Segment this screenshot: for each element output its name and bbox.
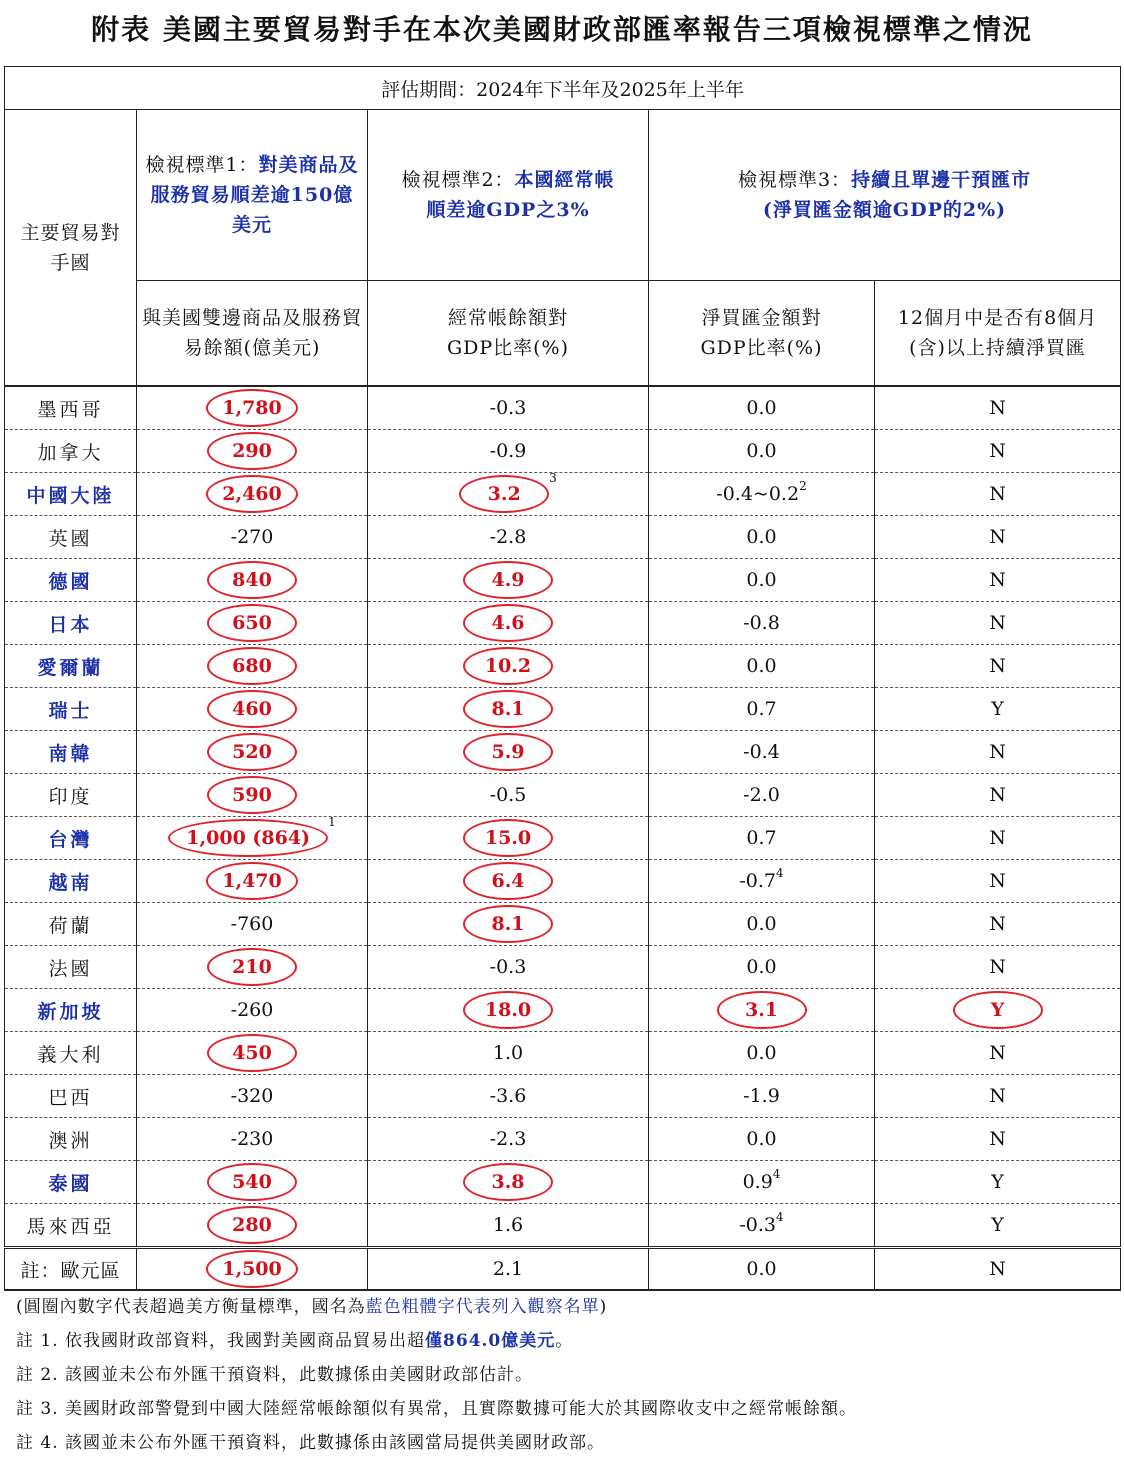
persistent-purchase-cell: N [875, 860, 1121, 903]
note-4: 註 4. 該國並未公布外匯干預資料，此數據係由該國當局提供美國財政部。 [16, 1433, 606, 1453]
net-fx-purchase-cell: 0.7 [649, 817, 875, 860]
trade-balance-cell [137, 774, 368, 817]
net-fx-purchase-cell: 0.0 [649, 1118, 875, 1161]
trade-balance-header: 與美國雙邊商品及服務貿易餘額(億美元) [137, 281, 368, 387]
trade-balance-cell [137, 817, 368, 860]
table-row [5, 817, 1121, 860]
persistent-purchase-cell: N [875, 1248, 1121, 1291]
note-1: 註 1. 依我國財政部資料，我國對美國商品貿易出超僅864.0億美元。 [16, 1331, 574, 1351]
net-fx-purchase-cell: 0.0 [649, 430, 875, 473]
trade-balance-cell [137, 1204, 368, 1248]
country-name: 南韓 [5, 731, 137, 774]
footnote-marker: 1 [328, 815, 336, 829]
current-account-cell: 2.1 [368, 1248, 649, 1291]
current-account-cell: -0.3 [368, 386, 649, 430]
country-name: 巴西 [5, 1075, 137, 1118]
trade-balance-cell: -270 [137, 516, 368, 559]
trade-balance-cell [137, 430, 368, 473]
exceeds-threshold-circle: 1,470 [206, 862, 298, 900]
country-name: 澳洲 [5, 1118, 137, 1161]
current-account-cell [368, 731, 649, 774]
footnote-marker: 4 [776, 1210, 784, 1224]
net-fx-purchase-cell: -0.8 [649, 602, 875, 645]
table-row [5, 688, 1121, 731]
exceeds-threshold-circle: 540 [207, 1163, 297, 1201]
current-account-cell [368, 645, 649, 688]
net-fx-purchase-cell [649, 989, 875, 1032]
exceeds-threshold-circle: 590 [207, 776, 297, 814]
country-name: 註：歐元區 [5, 1248, 137, 1291]
current-account-cell [368, 860, 649, 903]
trade-balance-cell: -320 [137, 1075, 368, 1118]
country-column-header: 主要貿易對手國 [5, 110, 137, 387]
table-row [5, 731, 1121, 774]
current-account-cell [368, 688, 649, 731]
net-fx-purchase-cell: 0.0 [649, 559, 875, 602]
exceeds-threshold-circle: 1,500 [206, 1250, 298, 1288]
persistent-purchase-cell: Y [875, 688, 1121, 731]
table-row [5, 903, 1121, 946]
exceeds-threshold-circle: 210 [207, 948, 297, 986]
persistent-purchase-header: 12個月中是否有8個月(含)以上持續淨買匯 [875, 281, 1121, 387]
footnote-marker: 4 [776, 866, 784, 880]
exceeds-threshold-circle: 1,780 [206, 389, 298, 427]
exceeds-threshold-circle: 8.1 [463, 905, 553, 943]
table-row [5, 386, 1121, 430]
table-row [5, 602, 1121, 645]
persistent-purchase-cell: N [875, 516, 1121, 559]
page-title: 附表 美國主要貿易對手在本次美國財政部匯率報告三項檢視標準之情況 [91, 13, 1033, 46]
current-account-cell [368, 602, 649, 645]
persistent-purchase-cell: Y [875, 1204, 1121, 1248]
current-account-cell [368, 1161, 649, 1204]
country-name: 義大利 [5, 1032, 137, 1075]
exceeds-threshold-circle: 18.0 [463, 991, 553, 1029]
trade-balance-cell [137, 602, 368, 645]
net-fx-purchase-cell: 0.0 [649, 1032, 875, 1075]
country-name: 墨西哥 [5, 386, 137, 430]
country-name: 越南 [5, 860, 137, 903]
trade-balance-cell [137, 1032, 368, 1075]
net-fx-purchase-cell: $-0.4\sim 0.2^2$ [649, 473, 875, 516]
footnote-marker: 3 [549, 471, 557, 485]
current-account-cell [368, 817, 649, 860]
exceeds-threshold-circle: 1,000 (864) [168, 819, 328, 857]
current-account-cell: -2.8 [368, 516, 649, 559]
trade-balance-cell [137, 473, 368, 516]
note-2: 註 2. 該國並未公布外匯干預資料，此數據係由美國財政部估計。 [16, 1365, 534, 1385]
country-name: 愛爾蘭 [5, 645, 137, 688]
exceeds-threshold-circle: 8.1 [463, 690, 553, 728]
persistent-purchase-cell: N [875, 946, 1121, 989]
current-account-cell: -2.3 [368, 1118, 649, 1161]
persistent-purchase-cell: N [875, 430, 1121, 473]
exceeds-threshold-circle: 650 [207, 604, 297, 642]
table-row [5, 473, 1121, 516]
current-account-cell [368, 559, 649, 602]
persistent-purchase-cell [875, 989, 1121, 1032]
persistent-purchase-cell: N [875, 1118, 1121, 1161]
criteria-table [4, 66, 1121, 1291]
exceeds-threshold-circle: 3.1 [717, 991, 807, 1029]
country-name: 加拿大 [5, 430, 137, 473]
net-fx-purchase-cell: 0.0 [649, 516, 875, 559]
footnote-marker: 2 [799, 479, 807, 493]
table-row [5, 645, 1121, 688]
current-account-cell [368, 473, 649, 516]
net-fx-purchase-cell: -1.9 [649, 1075, 875, 1118]
table-row [5, 559, 1121, 602]
table-row [5, 1118, 1121, 1161]
table-row [5, 989, 1121, 1032]
trade-balance-cell [137, 860, 368, 903]
country-name: 德國 [5, 559, 137, 602]
persistent-purchase-cell: N [875, 602, 1121, 645]
criterion-3-header: 檢視標準3：持續且單邊干預匯市 (淨買匯金額逾GDP的2%) [649, 110, 1121, 281]
net-fx-purchase-cell: 0.0 [649, 386, 875, 430]
table-row [5, 1204, 1121, 1248]
exceeds-threshold-circle: 2,460 [206, 475, 298, 513]
table-row [5, 1075, 1121, 1118]
country-name: 法國 [5, 946, 137, 989]
current-account-cell: 1.6 [368, 1204, 649, 1248]
net-fx-purchase-cell: -2.0 [649, 774, 875, 817]
current-account-cell [368, 989, 649, 1032]
country-name: 荷蘭 [5, 903, 137, 946]
table-row [5, 860, 1121, 903]
table-row [5, 516, 1121, 559]
country-name: 印度 [5, 774, 137, 817]
table-row [5, 430, 1121, 473]
persistent-purchase-cell: N [875, 774, 1121, 817]
trade-balance-cell: -760 [137, 903, 368, 946]
trade-balance-cell [137, 645, 368, 688]
table-row [5, 946, 1121, 989]
country-name: 新加坡 [5, 989, 137, 1032]
persistent-purchase-cell: N [875, 1075, 1121, 1118]
current-account-cell [368, 903, 649, 946]
persistent-purchase-cell: N [875, 903, 1121, 946]
table-row [5, 1032, 1121, 1075]
exceeds-threshold-circle: 450 [207, 1034, 297, 1072]
net-fx-purchase-header: 淨買匯金額對GDP比率(%) [649, 281, 875, 387]
euro-area-row [5, 1248, 1121, 1291]
exceeds-threshold-circle: 4.9 [463, 561, 553, 599]
exceeds-threshold-circle: 520 [207, 733, 297, 771]
net-fx-purchase-cell: $-0.7^4$ [649, 860, 875, 903]
current-account-cell: -0.3 [368, 946, 649, 989]
exceeds-threshold-circle: 3.8 [463, 1163, 553, 1201]
exceeds-threshold-circle: 840 [207, 561, 297, 599]
net-fx-purchase-cell: 0.0 [649, 1248, 875, 1291]
persistent-purchase-cell: Y [875, 1161, 1121, 1204]
exceeds-threshold-circle: 15.0 [463, 819, 553, 857]
country-name: 瑞士 [5, 688, 137, 731]
current-account-cell: -3.6 [368, 1075, 649, 1118]
persistent-purchase-cell: N [875, 1032, 1121, 1075]
exceeds-threshold-circle: 6.4 [463, 862, 553, 900]
net-fx-purchase-cell: 0.0 [649, 645, 875, 688]
persistent-purchase-cell: N [875, 473, 1121, 516]
persistent-purchase-cell: N [875, 817, 1121, 860]
trade-balance-cell [137, 559, 368, 602]
exceeds-threshold-circle: 5.9 [463, 733, 553, 771]
assessment-period: 評估期間：2024年下半年及2025年上半年 [5, 67, 1121, 110]
country-name: 英國 [5, 516, 137, 559]
exceeds-threshold-circle: 280 [207, 1206, 297, 1244]
notes [16, 1290, 1116, 1460]
trade-balance-cell [137, 946, 368, 989]
trade-balance-cell: -230 [137, 1118, 368, 1161]
net-fx-purchase-cell: 0.7 [649, 688, 875, 731]
net-fx-purchase-cell: 0.0 [649, 946, 875, 989]
footnote-marker: 4 [772, 1167, 781, 1181]
criterion-2-header: 檢視標準2：本國經常帳順差逾GDP之3% [368, 110, 649, 281]
country-name: 泰國 [5, 1161, 137, 1204]
persistent-purchase-cell: N [875, 731, 1121, 774]
country-name: 台灣 [5, 817, 137, 860]
exceeds-threshold-circle: 680 [207, 647, 297, 685]
table-row [5, 1161, 1121, 1204]
exceeds-threshold-circle: Y [953, 991, 1043, 1029]
exceeds-threshold-circle: 3.2 [459, 475, 549, 513]
exceeds-threshold-circle: 290 [207, 432, 297, 470]
persistent-purchase-cell: N [875, 559, 1121, 602]
net-fx-purchase-cell: 0.0 [649, 903, 875, 946]
net-fx-purchase-cell: -0.4 [649, 731, 875, 774]
current-account-cell: -0.9 [368, 430, 649, 473]
exceeds-threshold-circle: 460 [207, 690, 297, 728]
exceeds-threshold-circle: 10.2 [463, 647, 553, 685]
trade-balance-cell [137, 688, 368, 731]
current-account-cell: -0.5 [368, 774, 649, 817]
net-fx-purchase-cell: $0.9^4$ [649, 1161, 875, 1204]
trade-balance-cell: -260 [137, 989, 368, 1032]
current-account-cell: 1.0 [368, 1032, 649, 1075]
legend-note: (圓圈內數字代表超過美方衡量標準，國名為藍色粗體字代表列入觀察名單) [16, 1297, 608, 1317]
persistent-purchase-cell: N [875, 645, 1121, 688]
country-name: 馬來西亞 [5, 1204, 137, 1248]
current-account-header: 經常帳餘額對GDP比率(%) [368, 281, 649, 387]
criterion-1-header: 檢視標準1：對美商品及服務貿易順差逾150億美元 [137, 110, 368, 281]
net-fx-purchase-cell: $-0.3^4$ [649, 1204, 875, 1248]
persistent-purchase-cell: N [875, 386, 1121, 430]
trade-balance-cell [137, 731, 368, 774]
trade-balance-cell [137, 1161, 368, 1204]
exceeds-threshold-circle: 4.6 [463, 604, 553, 642]
country-name: 日本 [5, 602, 137, 645]
note-3: 註 3. 美國財政部警覺到中國大陸經常帳餘額似有異常，且實際數據可能大於其國際收支中之經常帳餘額。 [16, 1399, 858, 1419]
trade-balance-cell [137, 386, 368, 430]
trade-balance-cell [137, 1248, 368, 1291]
table-row [5, 774, 1121, 817]
country-name: 中國大陸 [5, 473, 137, 516]
